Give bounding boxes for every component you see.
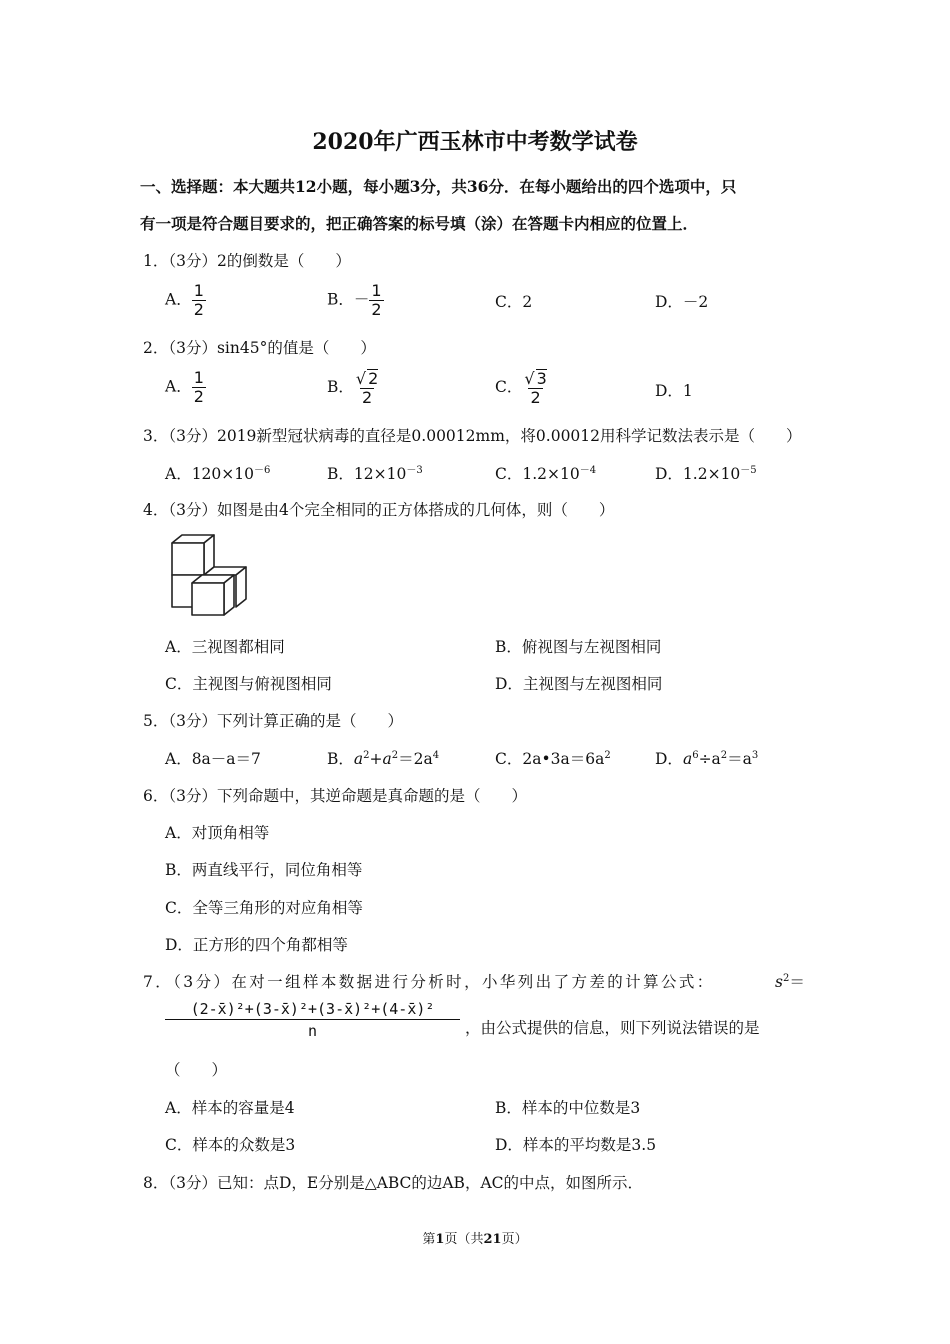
q6-option-c: C．全等三角形的对应角相等 (165, 899, 363, 917)
q5-option-b: B．$a^2+a^2=2a^4$ (327, 749, 440, 768)
q4-option-c: C．主视图与俯视图相同 (165, 675, 332, 693)
q4-option-d: D．主视图与左视图相同 (495, 675, 663, 693)
q7-option-b: B．样本的中位数是3 (495, 1099, 641, 1117)
question-6-stem: 6．（3分）下列命题中，其逆命题是真命题的是（ ） (143, 787, 527, 805)
page-title: 2020年广西玉林市中考数学试卷 (312, 129, 638, 155)
q4-option-a: A．三视图都相同 (165, 638, 285, 656)
question-7-paren: （ ） (165, 1061, 228, 1079)
question-5-stem: 5．（3分）下列计算正确的是（ ） (143, 712, 403, 730)
fraction: $\frac{1}{2}$ (193, 368, 204, 406)
q6-option-a: A．对顶角相等 (165, 824, 270, 842)
formula-numerator: (2-x̄)²+(3-x̄)²+(3-x̄)²+(4-x̄)² (165, 1000, 460, 1020)
variance-symbol: $s^2=$ (775, 972, 805, 991)
q3-option-d: D．$1.2\times 10^{-5}$ (655, 465, 757, 484)
formula-denominator: n (307, 1022, 318, 1040)
section-instruction-line1: 一、选择题：本大题共12小题，每小题3分，共36分．在每小题给出的四个选项中，只 (140, 177, 737, 196)
q3-option-a: A．$120\times 10^{-6}$ (165, 465, 271, 484)
q2-option-a: A． $\frac{1}{2}$ (165, 368, 204, 406)
variance-formula (165, 1000, 460, 1040)
fraction: $\frac{1}{2}$ (371, 281, 382, 319)
q7-option-a: A．样本的容量是4 (165, 1099, 295, 1117)
fraction: $\frac{√ 2}{2}$ (355, 369, 379, 407)
question-3-stem: 3．（3分）2019新型冠状病毒的直径是0.00012mm，将0.00012用科学记数法表示是（ ） (143, 427, 802, 445)
q1-option-b: B．－ $\frac{1}{2}$ (327, 281, 382, 319)
question-4-stem: 4．（3分）如图是由4个完全相同的正方体搭成的几何体，则（ ） (143, 501, 615, 519)
section-instruction-line2: 有一项是符合题目要求的，把正确答案的标号填（涂）在答题卡内相应的位置上． (140, 214, 699, 233)
question-1-stem: 1．（3分）2的倒数是（ ） (143, 252, 351, 270)
fraction: $\frac{1}{2}$ (193, 281, 204, 319)
q6-option-d: D．正方形的四个角都相等 (165, 936, 348, 954)
q2-option-c: C． $\frac{√ 3}{2}$ (495, 369, 547, 407)
q1-option-c: C．2 (495, 293, 533, 311)
q1-option-d: D．－2 (655, 293, 709, 311)
question-2-stem: 2．（3分）sin45°的值是（ ） (143, 339, 376, 357)
q7-option-d: D．样本的平均数是3.5 (495, 1136, 657, 1154)
q3-option-b: B．$12\times 10^{-3}$ (327, 465, 423, 484)
q7-option-c: C．样本的众数是3 (165, 1136, 296, 1154)
cube-figure (163, 533, 253, 623)
q3-option-c: C．$1.2\times 10^{-4}$ (495, 465, 597, 484)
fraction: $\frac{√ 3}{2}$ (524, 369, 547, 407)
q5-option-c: C．$2a•3a=6a^2$ (495, 749, 611, 768)
q5-option-d: D．$a^6\div a^2=a^3$ (655, 749, 759, 768)
question-7-stem-tail: ，由公式提供的信息，则下列说法错误的是 (465, 1019, 760, 1037)
page-footer: 第1页（共21页） (422, 1232, 528, 1247)
q2-option-d: D．1 (655, 382, 693, 400)
question-8-stem: 8．（3分）已知：点D，E分别是△ABC的边AB，AC的中点，如图所示． (143, 1174, 644, 1192)
q1-option-a: A． $\frac{1}{2}$ (165, 281, 204, 319)
q2-option-b: B． $\frac{√ 2}{2}$ (327, 369, 379, 407)
q6-option-b: B．两直线平行，同位角相等 (165, 861, 363, 879)
q4-option-b: B．俯视图与左视图相同 (495, 638, 662, 656)
question-7-stem: 7．（3分）在对一组样本数据进行分析时，小华列出了方差的计算公式： (143, 973, 715, 991)
q5-option-a: A．8a－a＝7 (165, 750, 261, 768)
